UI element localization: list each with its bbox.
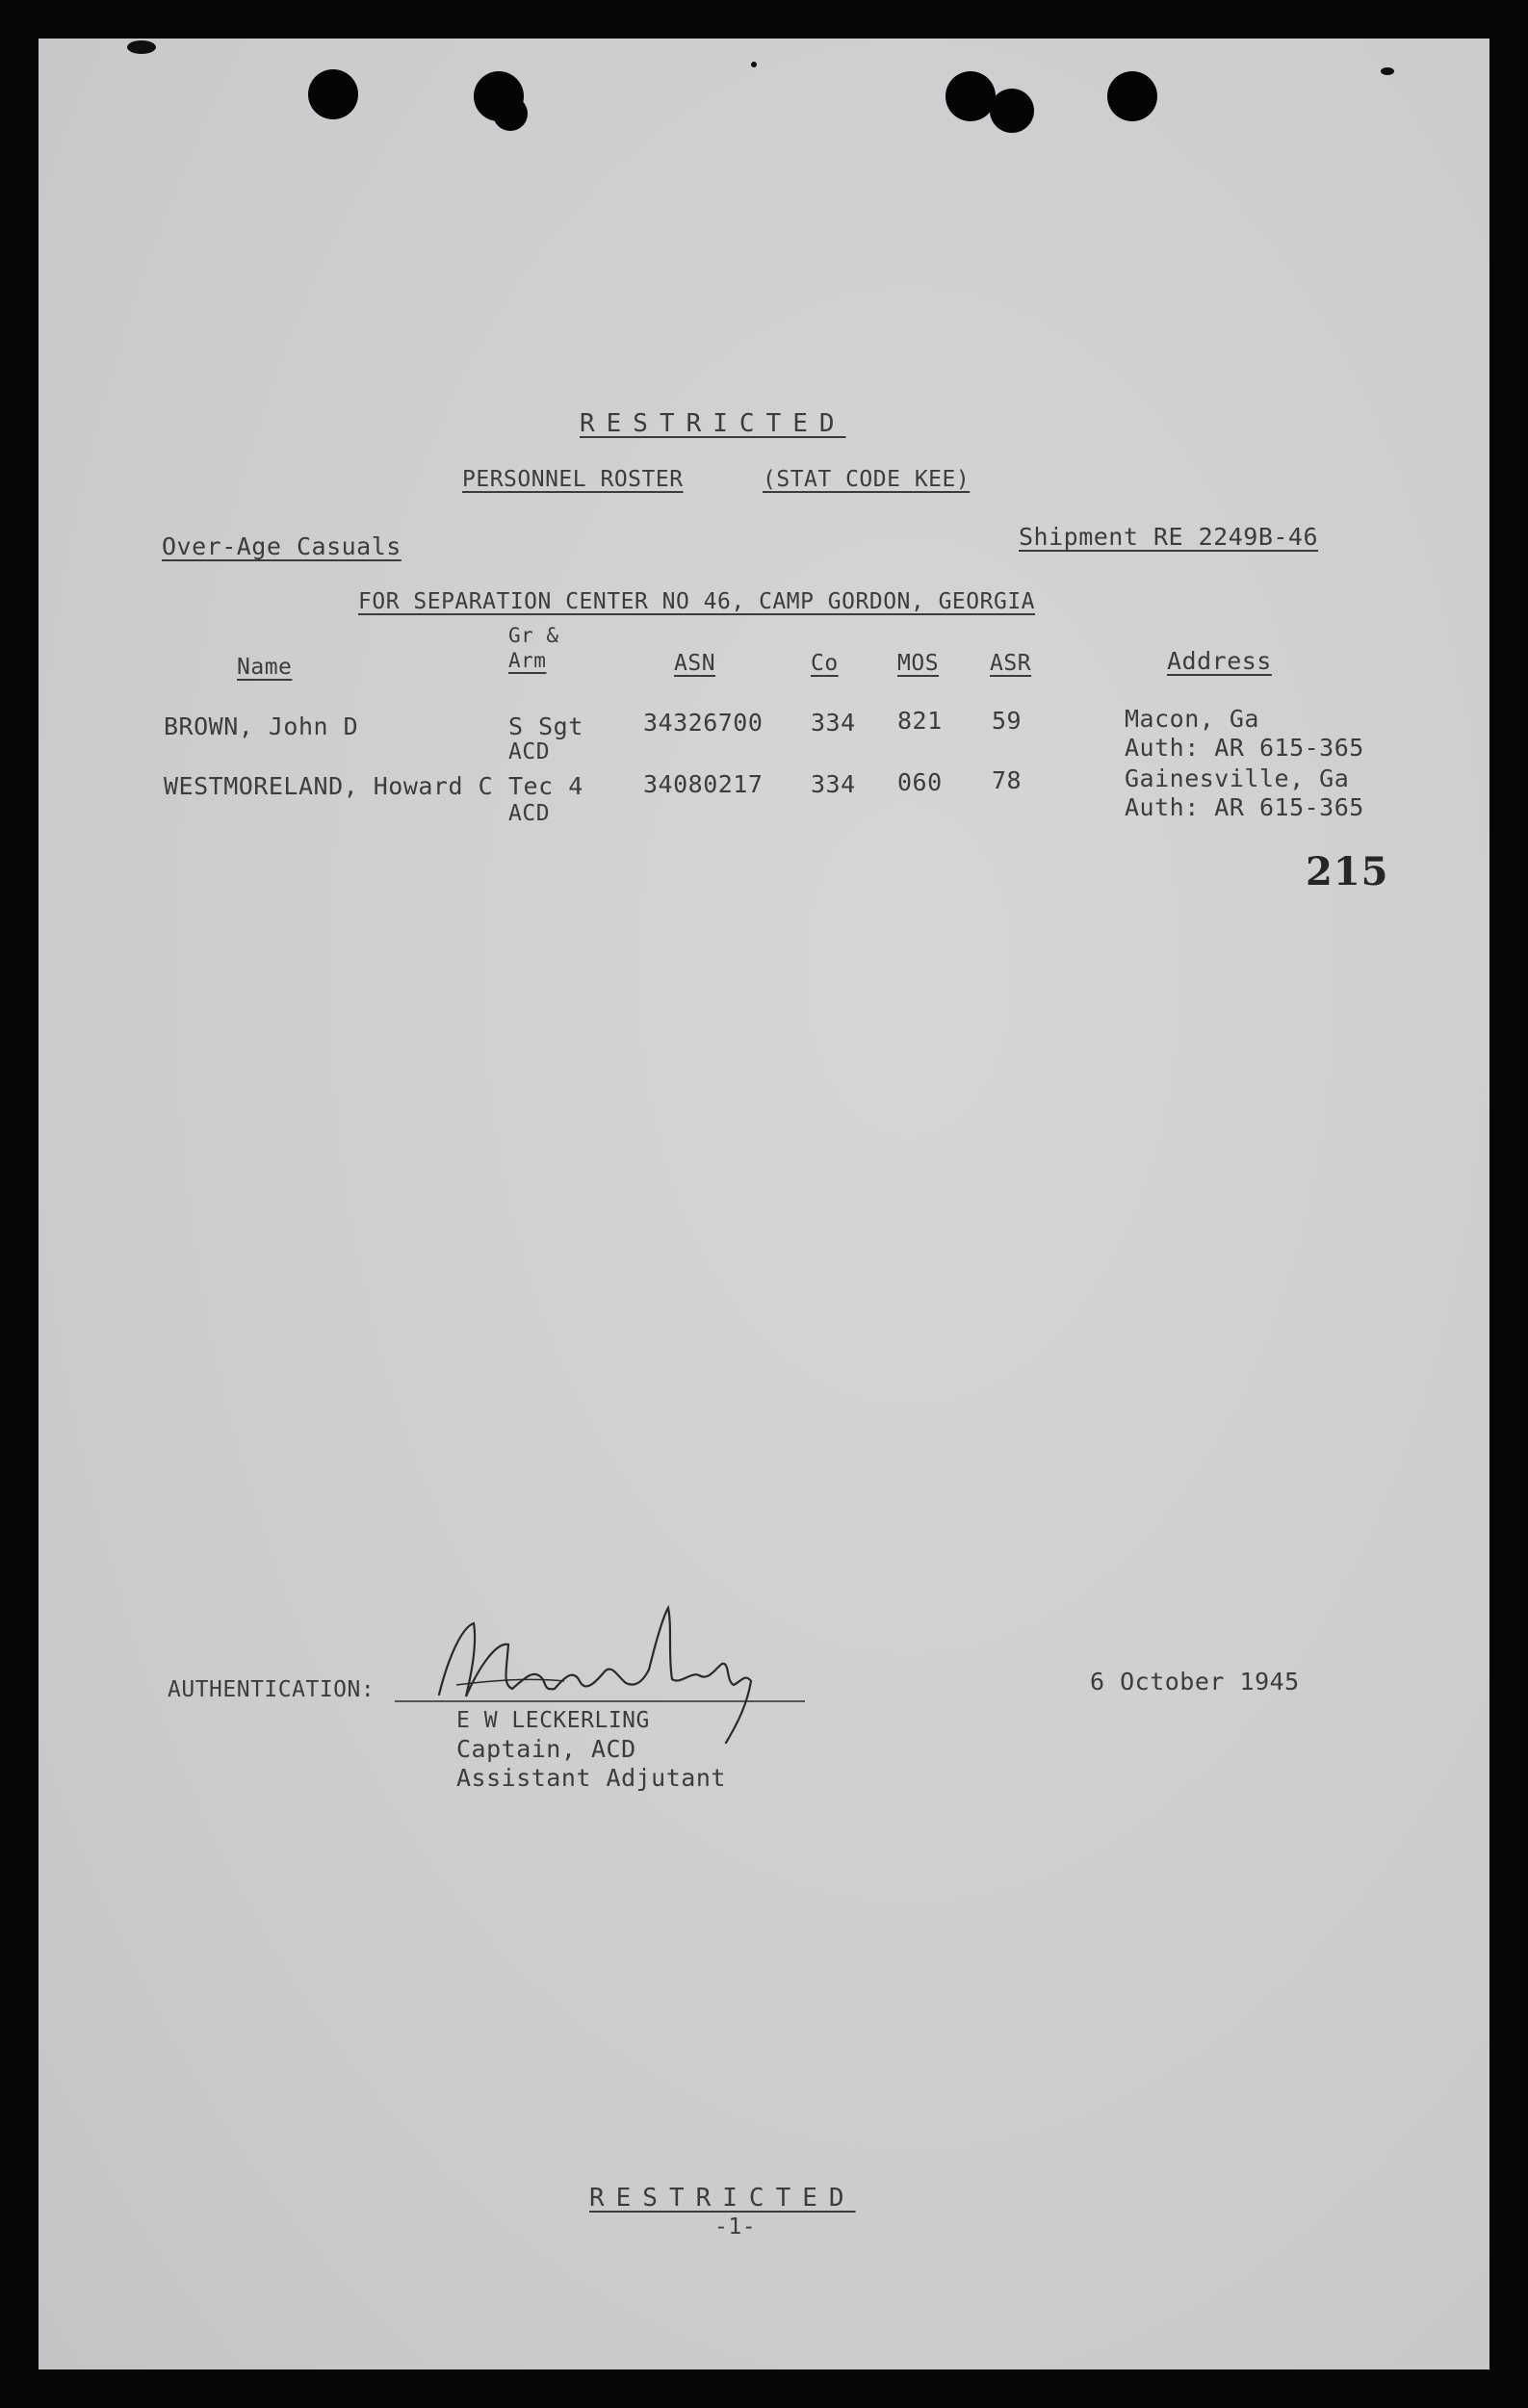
shipment-number: Shipment RE 2249B-46 <box>1019 523 1319 551</box>
row-2-co: 334 <box>811 770 856 798</box>
paper-speck <box>1381 67 1394 75</box>
col-asn: ASN <box>674 651 716 676</box>
row-2-arm: ACD <box>508 801 551 826</box>
row-1-auth: Auth: AR 615-365 <box>1125 734 1364 762</box>
signer-title: Assistant Adjutant <box>456 1764 726 1792</box>
row-2-asr: 78 <box>992 766 1023 794</box>
col-asr: ASR <box>990 651 1032 676</box>
punch-hole <box>308 69 358 119</box>
classification-footer: RESTRICTED <box>589 2184 856 2213</box>
destination-line: FOR SEPARATION CENTER NO 46, CAMP GORDON, GEORGIA <box>358 589 1036 614</box>
row-2-auth: Auth: AR 615-365 <box>1125 793 1364 821</box>
col-grade-top: Gr & <box>508 624 559 647</box>
punch-hole <box>990 89 1034 133</box>
row-1-asn: 34326700 <box>643 709 764 737</box>
row-1-asr: 59 <box>992 707 1023 735</box>
row-1-name: BROWN, John D <box>164 712 359 740</box>
document-page <box>39 39 1489 2369</box>
paper-speck <box>751 62 757 67</box>
document-date: 6 October 1945 <box>1090 1668 1300 1696</box>
row-2-mos: 060 <box>897 768 943 796</box>
row-2-asn: 34080217 <box>643 770 764 798</box>
row-1-mos: 821 <box>897 707 943 735</box>
page-number: -1- <box>714 2214 757 2240</box>
col-grade-bottom: Arm <box>508 649 547 672</box>
row-1-grade: S Sgt <box>508 712 583 740</box>
col-name: Name <box>237 655 293 680</box>
punch-hole <box>493 96 528 131</box>
roster-title: PERSONNEL ROSTER <box>462 467 684 492</box>
signer-rank: Captain, ACD <box>456 1735 636 1763</box>
stat-code: (STAT CODE KEE) <box>763 467 971 492</box>
punch-hole <box>945 71 996 121</box>
row-2-grade: Tec 4 <box>508 772 583 800</box>
punch-hole <box>1107 71 1157 121</box>
row-1-co: 334 <box>811 709 856 737</box>
stamped-page-number: 215 <box>1306 849 1389 894</box>
authentication-label: AUTHENTICATION: <box>168 1677 376 1702</box>
col-address: Address <box>1167 647 1272 675</box>
paper-speck <box>127 40 156 54</box>
col-mos: MOS <box>897 651 940 676</box>
classification-header: RESTRICTED <box>580 409 846 438</box>
row-1-address: Macon, Ga <box>1125 705 1259 733</box>
col-co: Co <box>811 651 839 676</box>
row-2-address: Gainesville, Ga <box>1125 764 1350 792</box>
group-label: Over-Age Casuals <box>162 532 401 560</box>
row-1-arm: ACD <box>508 739 551 764</box>
signer-name: E W LECKERLING <box>456 1708 650 1733</box>
row-2-name: WESTMORELAND, Howard C <box>164 772 494 800</box>
